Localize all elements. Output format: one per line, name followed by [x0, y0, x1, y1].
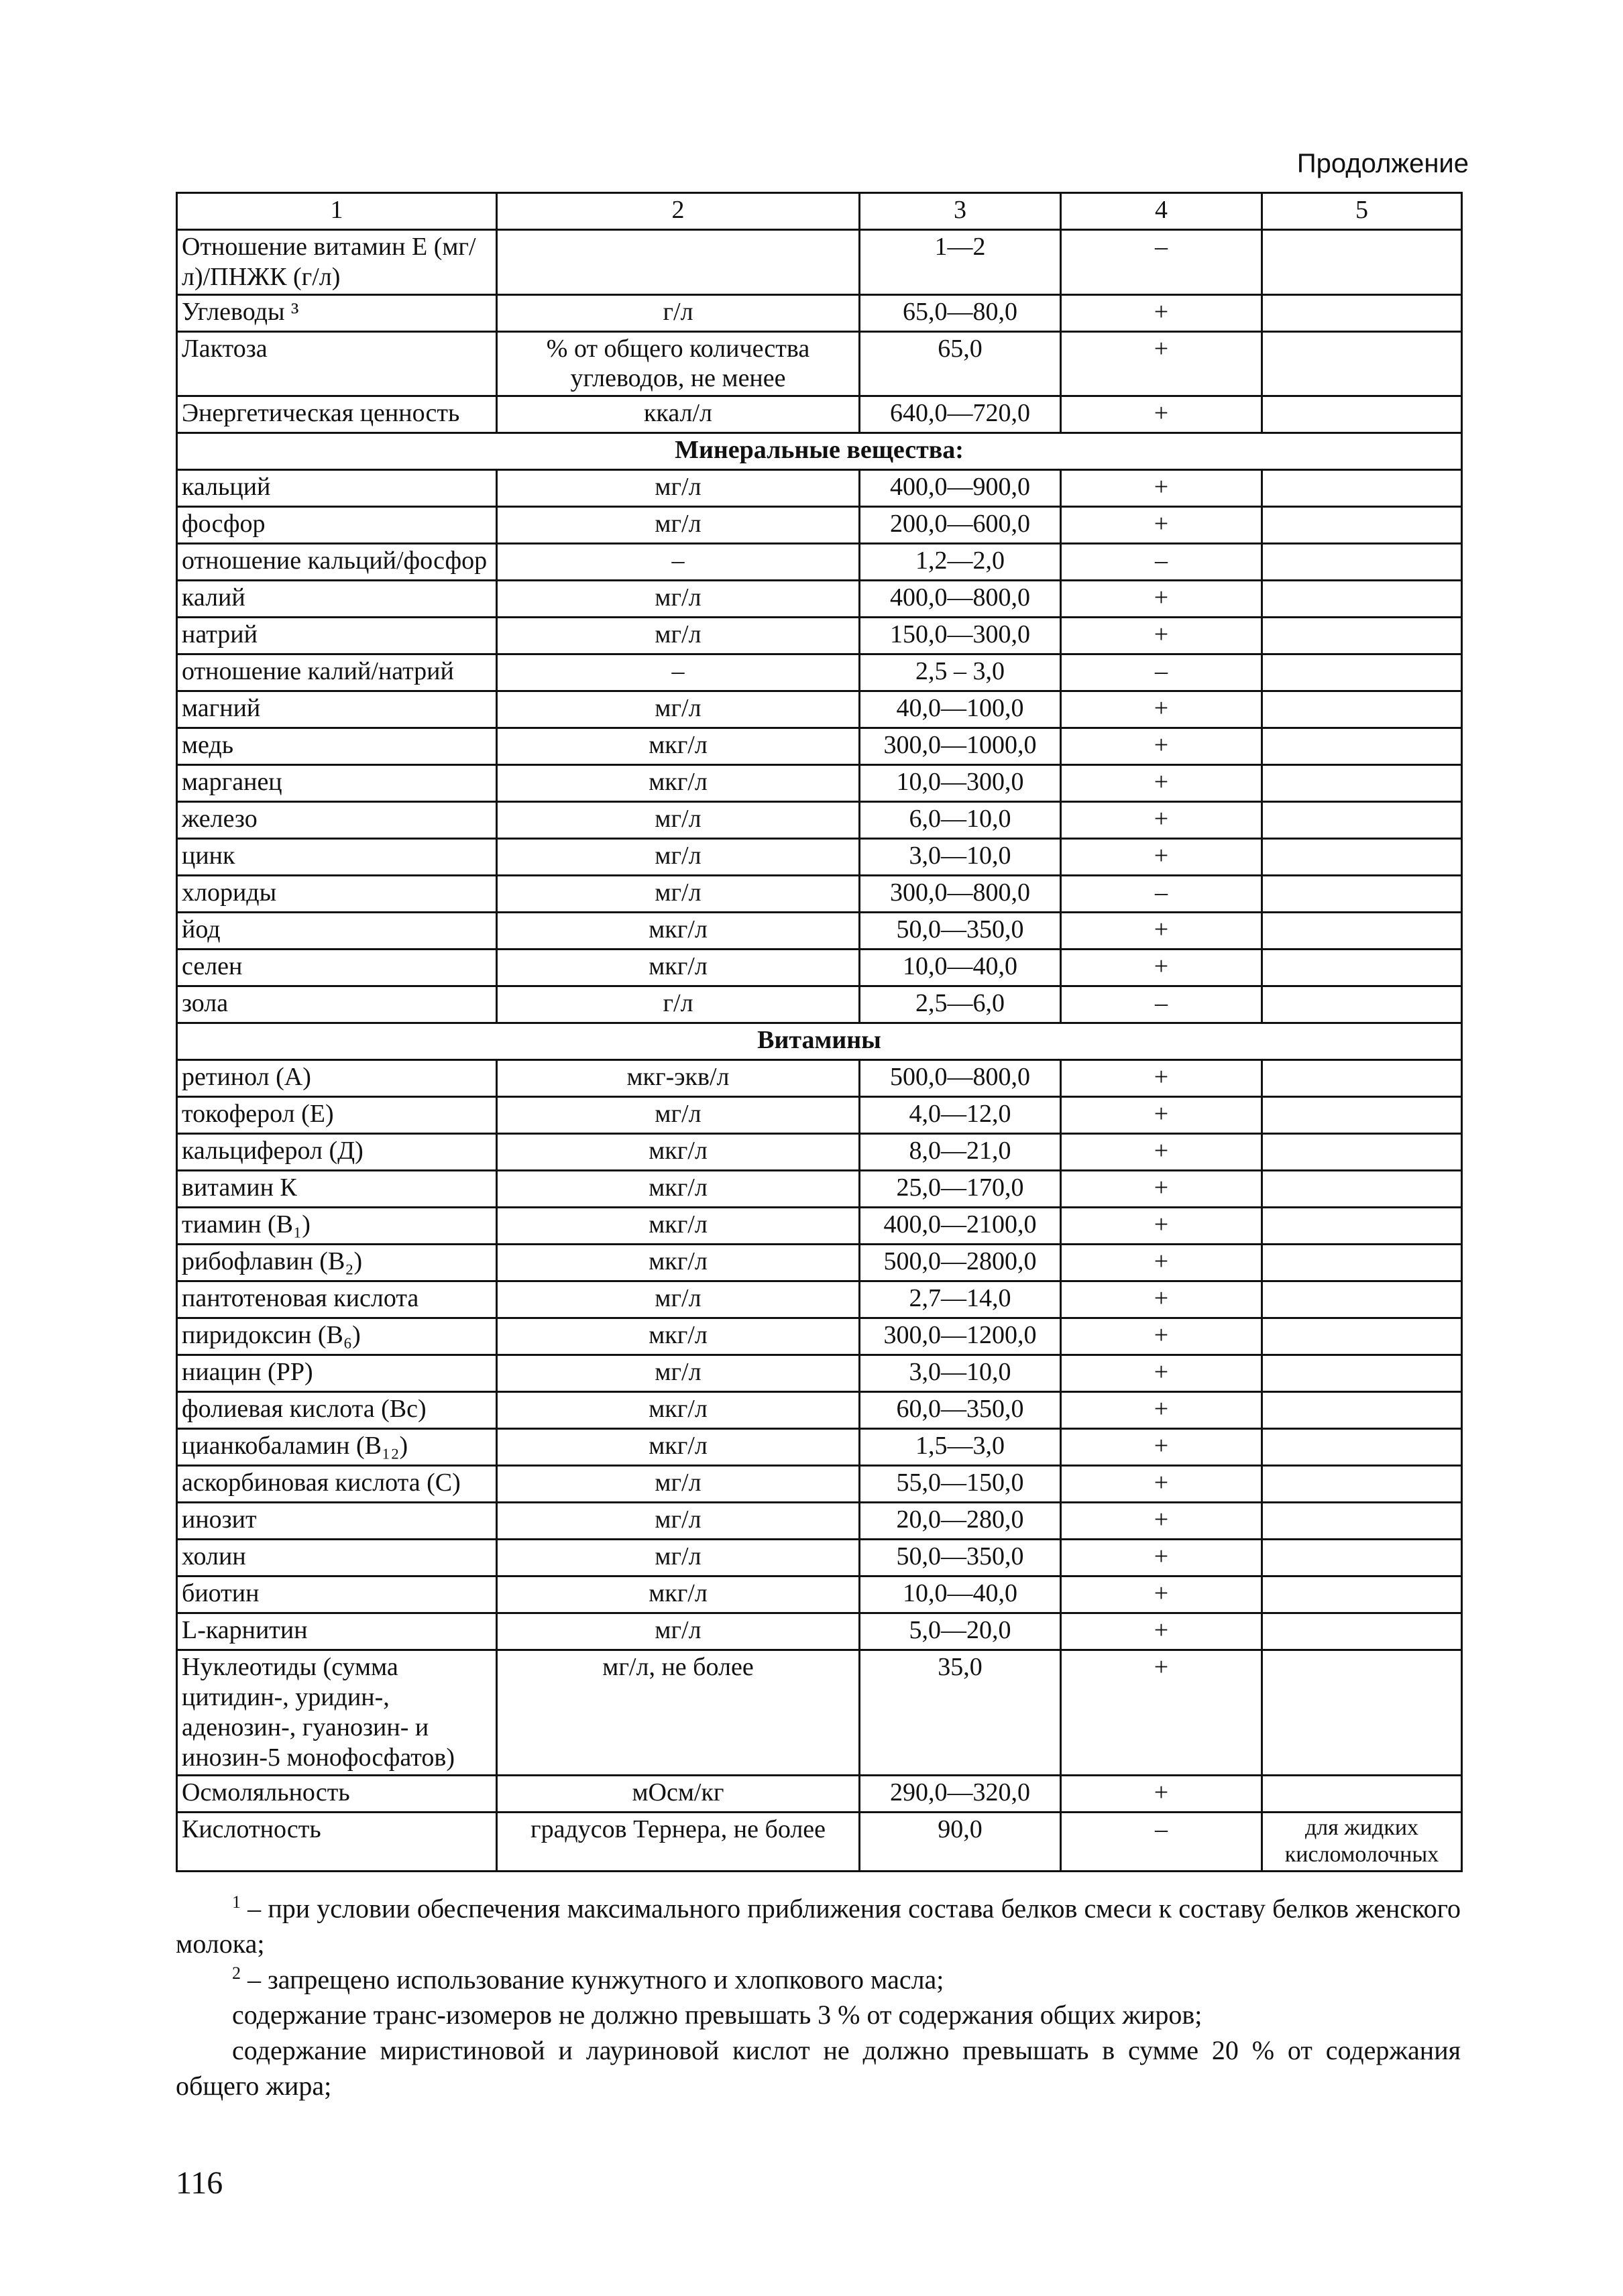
- table-row: [177, 396, 1462, 433]
- note-cell: [1262, 1775, 1462, 1812]
- nutrient-name-cell: отношение кальций/фосфор: [177, 544, 497, 581]
- table-header-row: [177, 193, 1462, 230]
- table-row: [177, 913, 1462, 950]
- table-body: [177, 230, 1462, 1872]
- unit-cell: мкг/л: [497, 1208, 860, 1245]
- unit-cell: мкг/л: [497, 1134, 860, 1171]
- table-row: [177, 728, 1462, 765]
- mark-cell: +: [1061, 1775, 1262, 1812]
- unit-cell: мг/л: [497, 876, 860, 913]
- nutrient-name-cell: ретинол (А): [177, 1060, 497, 1097]
- table-row: [177, 1812, 1462, 1872]
- mark-cell: –: [1061, 876, 1262, 913]
- footnote-marker: 1: [232, 1892, 241, 1912]
- note-cell: [1262, 1429, 1462, 1466]
- note-cell: [1262, 1466, 1462, 1503]
- unit-cell: мг/л: [497, 470, 860, 507]
- note-cell: [1262, 728, 1462, 765]
- value-cell: 290,0—320,0: [860, 1775, 1061, 1812]
- mark-cell: +: [1061, 1540, 1262, 1576]
- mark-cell: +: [1061, 1429, 1262, 1466]
- table-row: [177, 1392, 1462, 1429]
- table-row: [177, 618, 1462, 654]
- table-row: [177, 1429, 1462, 1466]
- unit-cell: мкг-экв/л: [497, 1060, 860, 1097]
- value-cell: 35,0: [860, 1650, 1061, 1775]
- footnote-text: – при условии обеспечения максимального приближения состава белков смеси к составу белков женского молока;: [176, 1893, 1461, 1959]
- nutrient-name-cell: холин: [177, 1540, 497, 1576]
- value-cell: 1—2: [860, 230, 1061, 295]
- unit-cell: мг/л, не более: [497, 1650, 860, 1775]
- note-cell: [1262, 691, 1462, 728]
- nutrient-name-cell: цинк: [177, 839, 497, 876]
- table-row: [177, 581, 1462, 618]
- unit-cell: г/л: [497, 294, 860, 331]
- note-cell: [1262, 913, 1462, 950]
- note-cell: [1262, 470, 1462, 507]
- unit-cell: мг/л: [497, 1281, 860, 1318]
- value-cell: 4,0—12,0: [860, 1097, 1061, 1134]
- nutrient-name-cell: Углеводы ³: [177, 294, 497, 331]
- mark-cell: +: [1061, 1171, 1262, 1208]
- unit-cell: мкг/л: [497, 1245, 860, 1281]
- unit-cell: мг/л: [497, 1613, 860, 1650]
- section-title: Витамины: [177, 1023, 1462, 1060]
- table-row: [177, 876, 1462, 913]
- unit-cell: мкг/л: [497, 1576, 860, 1613]
- table-row: [177, 1318, 1462, 1355]
- unit-cell: мг/л: [497, 618, 860, 654]
- value-cell: 2,5 – 3,0: [860, 654, 1061, 691]
- value-cell: 6,0—10,0: [860, 802, 1061, 839]
- nutrient-name-cell: Кислотность: [177, 1812, 497, 1872]
- mark-cell: –: [1061, 986, 1262, 1023]
- nutrient-name-cell: калий: [177, 581, 497, 618]
- nutrient-name-cell: Осмоляльность: [177, 1775, 497, 1812]
- note-cell: [1262, 1650, 1462, 1775]
- footnote-note: [176, 1998, 1461, 2033]
- unit-cell: г/л: [497, 986, 860, 1023]
- note-cell: [1262, 654, 1462, 691]
- value-cell: 5,0—20,0: [860, 1613, 1061, 1650]
- unit-cell: мОсм/кг: [497, 1775, 860, 1812]
- table-row: [177, 1245, 1462, 1281]
- mark-cell: +: [1061, 294, 1262, 331]
- table-row: [177, 765, 1462, 802]
- mark-cell: +: [1061, 581, 1262, 618]
- mark-cell: +: [1061, 728, 1262, 765]
- value-cell: 65,0—80,0: [860, 294, 1061, 331]
- value-cell: 55,0—150,0: [860, 1466, 1061, 1503]
- mark-cell: +: [1061, 691, 1262, 728]
- unit-cell: мкг/л: [497, 1429, 860, 1466]
- unit-cell: мг/л: [497, 839, 860, 876]
- table-row: [177, 1060, 1462, 1097]
- note-cell: [1262, 331, 1462, 396]
- value-cell: 300,0—800,0: [860, 876, 1061, 913]
- note-cell: [1262, 802, 1462, 839]
- table-row: [177, 1613, 1462, 1650]
- nutrient-name-cell: отношение калий/натрий: [177, 654, 497, 691]
- note-cell: для жидких кисломолочных: [1262, 1812, 1462, 1872]
- note-cell: [1262, 294, 1462, 331]
- footnote-text: – запрещено использование кунжутного и хлопкового масла;: [241, 1964, 944, 1995]
- table-row: [177, 294, 1462, 331]
- nutrient-name-cell: Энергетическая ценность: [177, 396, 497, 433]
- unit-cell: мкг/л: [497, 1171, 860, 1208]
- mark-cell: +: [1061, 1060, 1262, 1097]
- unit-cell: –: [497, 544, 860, 581]
- nutrient-name-cell: ниацин (PP): [177, 1355, 497, 1392]
- value-cell: 50,0—350,0: [860, 1540, 1061, 1576]
- note-cell: [1262, 1208, 1462, 1245]
- value-cell: 2,7—14,0: [860, 1281, 1061, 1318]
- table-row: [177, 507, 1462, 544]
- mark-cell: +: [1061, 618, 1262, 654]
- mark-cell: +: [1061, 1245, 1262, 1281]
- mark-cell: +: [1061, 507, 1262, 544]
- note-cell: [1262, 1318, 1462, 1355]
- unit-cell: мкг/л: [497, 728, 860, 765]
- footnote-note: [176, 2033, 1461, 2104]
- continued-label: Продолжение: [1296, 149, 1469, 178]
- nutrient-name-cell: L-карнитин: [177, 1613, 497, 1650]
- mark-cell: +: [1061, 913, 1262, 950]
- note-cell: [1262, 581, 1462, 618]
- value-cell: 1,2—2,0: [860, 544, 1061, 581]
- nutrient-name-cell: рибофлавин (B₂): [177, 1245, 497, 1281]
- table-row: [177, 839, 1462, 876]
- nutrient-name-cell: пантотеновая кислота: [177, 1281, 497, 1318]
- table-row: [177, 654, 1462, 691]
- nutrient-name-cell: цианкобаламин (B₁₂): [177, 1429, 497, 1466]
- unit-cell: мкг/л: [497, 950, 860, 986]
- note-cell: [1262, 1392, 1462, 1429]
- table-row: [177, 691, 1462, 728]
- value-cell: 300,0—1200,0: [860, 1318, 1061, 1355]
- mark-cell: –: [1061, 544, 1262, 581]
- mark-cell: –: [1061, 230, 1262, 295]
- mark-cell: +: [1061, 1650, 1262, 1775]
- mark-cell: +: [1061, 1576, 1262, 1613]
- table-row: [177, 1466, 1462, 1503]
- table-row: [177, 1576, 1462, 1613]
- table-row: [177, 331, 1462, 396]
- note-cell: [1262, 1540, 1462, 1576]
- unit-cell: мкг/л: [497, 913, 860, 950]
- note-cell: [1262, 765, 1462, 802]
- nutrient-name-cell: фосфор: [177, 507, 497, 544]
- unit-cell: мг/л: [497, 1355, 860, 1392]
- nutrient-name-cell: тиамин (B₁): [177, 1208, 497, 1245]
- note-cell: [1262, 1503, 1462, 1540]
- nutrient-name-cell: йод: [177, 913, 497, 950]
- note-cell: [1262, 230, 1462, 295]
- value-cell: 60,0—350,0: [860, 1392, 1061, 1429]
- mark-cell: +: [1061, 1392, 1262, 1429]
- note-cell: [1262, 396, 1462, 433]
- table-row: [177, 1355, 1462, 1392]
- section-header-row: [177, 433, 1462, 470]
- note-cell: [1262, 1355, 1462, 1392]
- unit-cell: –: [497, 654, 860, 691]
- mark-cell: +: [1061, 1134, 1262, 1171]
- mark-cell: –: [1061, 654, 1262, 691]
- value-cell: 400,0—2100,0: [860, 1208, 1061, 1245]
- note-cell: [1262, 618, 1462, 654]
- value-cell: 10,0—40,0: [860, 950, 1061, 986]
- note-cell: [1262, 1613, 1462, 1650]
- nutrient-name-cell: железо: [177, 802, 497, 839]
- nutrient-name-cell: пиридоксин (B₆): [177, 1318, 497, 1355]
- note-cell: [1262, 1281, 1462, 1318]
- nutrient-name-cell: натрий: [177, 618, 497, 654]
- value-cell: 500,0—800,0: [860, 1060, 1061, 1097]
- value-cell: 2,5—6,0: [860, 986, 1061, 1023]
- nutrient-name-cell: токоферол (Е): [177, 1097, 497, 1134]
- note-cell: [1262, 1134, 1462, 1171]
- value-cell: 500,0—2800,0: [860, 1245, 1061, 1281]
- value-cell: 1,5—3,0: [860, 1429, 1061, 1466]
- unit-cell: мг/л: [497, 802, 860, 839]
- table-row: [177, 230, 1462, 295]
- table-row: [177, 1281, 1462, 1318]
- nutrient-name-cell: Лактоза: [177, 331, 497, 396]
- note-cell: [1262, 950, 1462, 986]
- table-row: [177, 1540, 1462, 1576]
- mark-cell: +: [1061, 1613, 1262, 1650]
- value-cell: 640,0—720,0: [860, 396, 1061, 433]
- column-number-3: 3: [860, 193, 1061, 230]
- unit-cell: мг/л: [497, 581, 860, 618]
- unit-cell: ккал/л: [497, 396, 860, 433]
- value-cell: 10,0—300,0: [860, 765, 1061, 802]
- value-cell: 40,0—100,0: [860, 691, 1061, 728]
- mark-cell: +: [1061, 1466, 1262, 1503]
- unit-cell: мг/л: [497, 1097, 860, 1134]
- value-cell: 10,0—40,0: [860, 1576, 1061, 1613]
- unit-cell: мг/л: [497, 1503, 860, 1540]
- value-cell: 50,0—350,0: [860, 913, 1061, 950]
- table-row: [177, 1097, 1462, 1134]
- value-cell: 3,0—10,0: [860, 839, 1061, 876]
- footnote-2: [176, 1962, 1461, 1998]
- nutrient-name-cell: аскорбиновая кислота (С): [177, 1466, 497, 1503]
- unit-cell: % от общего количества углеводов, не менее: [497, 331, 860, 396]
- nutrient-name-cell: зола: [177, 986, 497, 1023]
- value-cell: 90,0: [860, 1812, 1061, 1872]
- page-number: 116: [176, 2165, 223, 2201]
- mark-cell: +: [1061, 802, 1262, 839]
- mark-cell: +: [1061, 1281, 1262, 1318]
- nutrient-spec-table: [176, 192, 1463, 1872]
- mark-cell: +: [1061, 396, 1262, 433]
- note-cell: [1262, 986, 1462, 1023]
- note-cell: [1262, 1097, 1462, 1134]
- note-cell: [1262, 1060, 1462, 1097]
- nutrient-name-cell: магний: [177, 691, 497, 728]
- unit-cell: мкг/л: [497, 1318, 860, 1355]
- mark-cell: +: [1061, 470, 1262, 507]
- table-row: [177, 1208, 1462, 1245]
- note-cell: [1262, 1576, 1462, 1613]
- column-number-5: 5: [1262, 193, 1462, 230]
- value-cell: 200,0—600,0: [860, 507, 1061, 544]
- note-cell: [1262, 544, 1462, 581]
- unit-cell: мг/л: [497, 1466, 860, 1503]
- table-row: [177, 1650, 1462, 1775]
- unit-cell: градусов Тернера, не более: [497, 1812, 860, 1872]
- table-row: [177, 986, 1462, 1023]
- table-row: [177, 1171, 1462, 1208]
- unit-cell: [497, 230, 860, 295]
- table-row: [177, 802, 1462, 839]
- mark-cell: +: [1061, 1318, 1262, 1355]
- table-row: [177, 950, 1462, 986]
- footnote-1: [176, 1891, 1461, 1962]
- table-row: [177, 544, 1462, 581]
- mark-cell: –: [1061, 1812, 1262, 1872]
- nutrient-name-cell: Нуклеотиды (сумма цитидин-, уридин-, аденозин-, гуанозин- и инозин-5 монофосфатов): [177, 1650, 497, 1775]
- value-cell: 20,0—280,0: [860, 1503, 1061, 1540]
- value-cell: 65,0: [860, 331, 1061, 396]
- nutrient-name-cell: биотин: [177, 1576, 497, 1613]
- nutrient-name-cell: кальций: [177, 470, 497, 507]
- section-title: Минеральные вещества:: [177, 433, 1462, 470]
- unit-cell: мкг/л: [497, 1392, 860, 1429]
- mark-cell: +: [1061, 1097, 1262, 1134]
- footnote-marker: 2: [232, 1963, 241, 1983]
- value-cell: 300,0—1000,0: [860, 728, 1061, 765]
- note-cell: [1262, 839, 1462, 876]
- column-number-2: 2: [497, 193, 860, 230]
- mark-cell: +: [1061, 1208, 1262, 1245]
- nutrient-name-cell: медь: [177, 728, 497, 765]
- table-row: [177, 470, 1462, 507]
- value-cell: 3,0—10,0: [860, 1355, 1061, 1392]
- note-cell: [1262, 876, 1462, 913]
- footnotes: [176, 1891, 1461, 2104]
- note-cell: [1262, 1171, 1462, 1208]
- mark-cell: +: [1061, 331, 1262, 396]
- note-cell: [1262, 507, 1462, 544]
- footnote-text: содержание транс-изомеров не должно превышать 3 % от содержания общих жиров;: [232, 2000, 1202, 2030]
- footnote-text: содержание миристиновой и лауриновой кислот не должно превышать в сумме 20 % от содержания общего жира;: [176, 2034, 1461, 2101]
- mark-cell: +: [1061, 839, 1262, 876]
- note-cell: [1262, 1245, 1462, 1281]
- column-number-1: 1: [177, 193, 497, 230]
- section-header-row: [177, 1023, 1462, 1060]
- mark-cell: +: [1061, 950, 1262, 986]
- column-number-4: 4: [1061, 193, 1262, 230]
- table-row: [177, 1134, 1462, 1171]
- unit-cell: мг/л: [497, 507, 860, 544]
- nutrient-name-cell: инозит: [177, 1503, 497, 1540]
- value-cell: 8,0—21,0: [860, 1134, 1061, 1171]
- nutrient-name-cell: фолиевая кислота (Вс): [177, 1392, 497, 1429]
- nutrient-name-cell: Отношение витамин Е (мг/л)/ПНЖК (г/л): [177, 230, 497, 295]
- unit-cell: мг/л: [497, 691, 860, 728]
- value-cell: 25,0—170,0: [860, 1171, 1061, 1208]
- nutrient-name-cell: витамин К: [177, 1171, 497, 1208]
- mark-cell: +: [1061, 1355, 1262, 1392]
- unit-cell: мкг/л: [497, 765, 860, 802]
- value-cell: 150,0—300,0: [860, 618, 1061, 654]
- value-cell: 400,0—800,0: [860, 581, 1061, 618]
- nutrient-name-cell: марганец: [177, 765, 497, 802]
- nutrient-name-cell: селен: [177, 950, 497, 986]
- table-row: [177, 1775, 1462, 1812]
- mark-cell: +: [1061, 765, 1262, 802]
- mark-cell: +: [1061, 1503, 1262, 1540]
- table-row: [177, 1503, 1462, 1540]
- nutrient-name-cell: хлориды: [177, 876, 497, 913]
- nutrient-name-cell: кальциферол (Д): [177, 1134, 497, 1171]
- value-cell: 400,0—900,0: [860, 470, 1061, 507]
- unit-cell: мг/л: [497, 1540, 860, 1576]
